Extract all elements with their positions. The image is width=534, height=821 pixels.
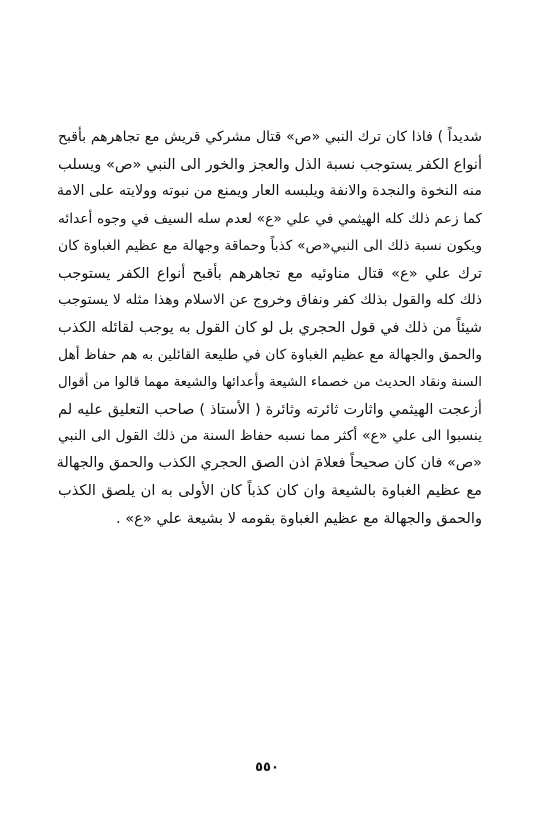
text-line-3: منه النخوة والنجدة والانفة ويلبسه العار ويمنع من نبوته وولايته على الامة [56, 183, 482, 200]
page-number: ٥٥٠ [255, 760, 279, 775]
text-line-15: والحمق والجهالة مع عظيم الغباوة بقومه لا بشيعة علي «ع» . [115, 509, 482, 527]
text-line-5: ويكون نسبة ذلك الى النبي«ص» كذباً وحماقة وجهالة مع عظيم الغباوة كان [58, 237, 482, 254]
text-line-1: شديداً ) فاذا كان ترك النبي «ص» قتال مشركي قريش مع تجاهرهم بأقبح [58, 129, 482, 145]
text-line-7: ذلك كله والقول بذلك كفر ونفاق وخروج عن الاسلام وهذا مثله لا يستوجب [58, 292, 482, 309]
text-line-4: كما زعم ذلك كله الهيثمي في علي «ع» لعدم سله السيف في وجوه أعدائه [58, 210, 482, 227]
text-line-6: ترك علي «ع» قتال مناوئيه مع تجاهرهم بأقبح أنواع الكفر يستوجب [58, 264, 482, 282]
text-line-14: مع عظيم الغباوة بالشيعة وان كان كذباً كان الأولى به ان يلصق الكذب [58, 482, 482, 500]
text-line-10: السنة ونقاد الحديث من خصماء الشيعة وأعدائها والشيعة مهما قالوا من أقوال [58, 374, 482, 390]
text-line-8: شيئاً من ذلك في قول الحجري بل لو كان القول به يوجب لقائله الكذب [58, 319, 482, 337]
text-line-9: والحمق والجهالة مع عظيم الغباوة كان في طليعة القائلين به هم حفاظ أهل [58, 346, 482, 363]
text-line-11: أزعجت الهيثمي واثارت ثائرته وثائرة ( الأستاذ ) صاحب التعليق عليه لم [58, 400, 482, 418]
text-line-13: «ص» فان كان صحيحاً فعلامَ اذن الصق الحجري الكذب والحمق والجهالة [56, 455, 482, 472]
text-line-12: ينسبوا الى علي «ع» أكثر مما نسبه حفاظ السنة من ذلك القول الى النبي [58, 428, 482, 445]
text-line-2: أنواع الكفر يستوجب نسبة الذل والعجز والخور الى النبي «ص» ويسلب [58, 156, 482, 174]
body-text [58, 124, 482, 532]
